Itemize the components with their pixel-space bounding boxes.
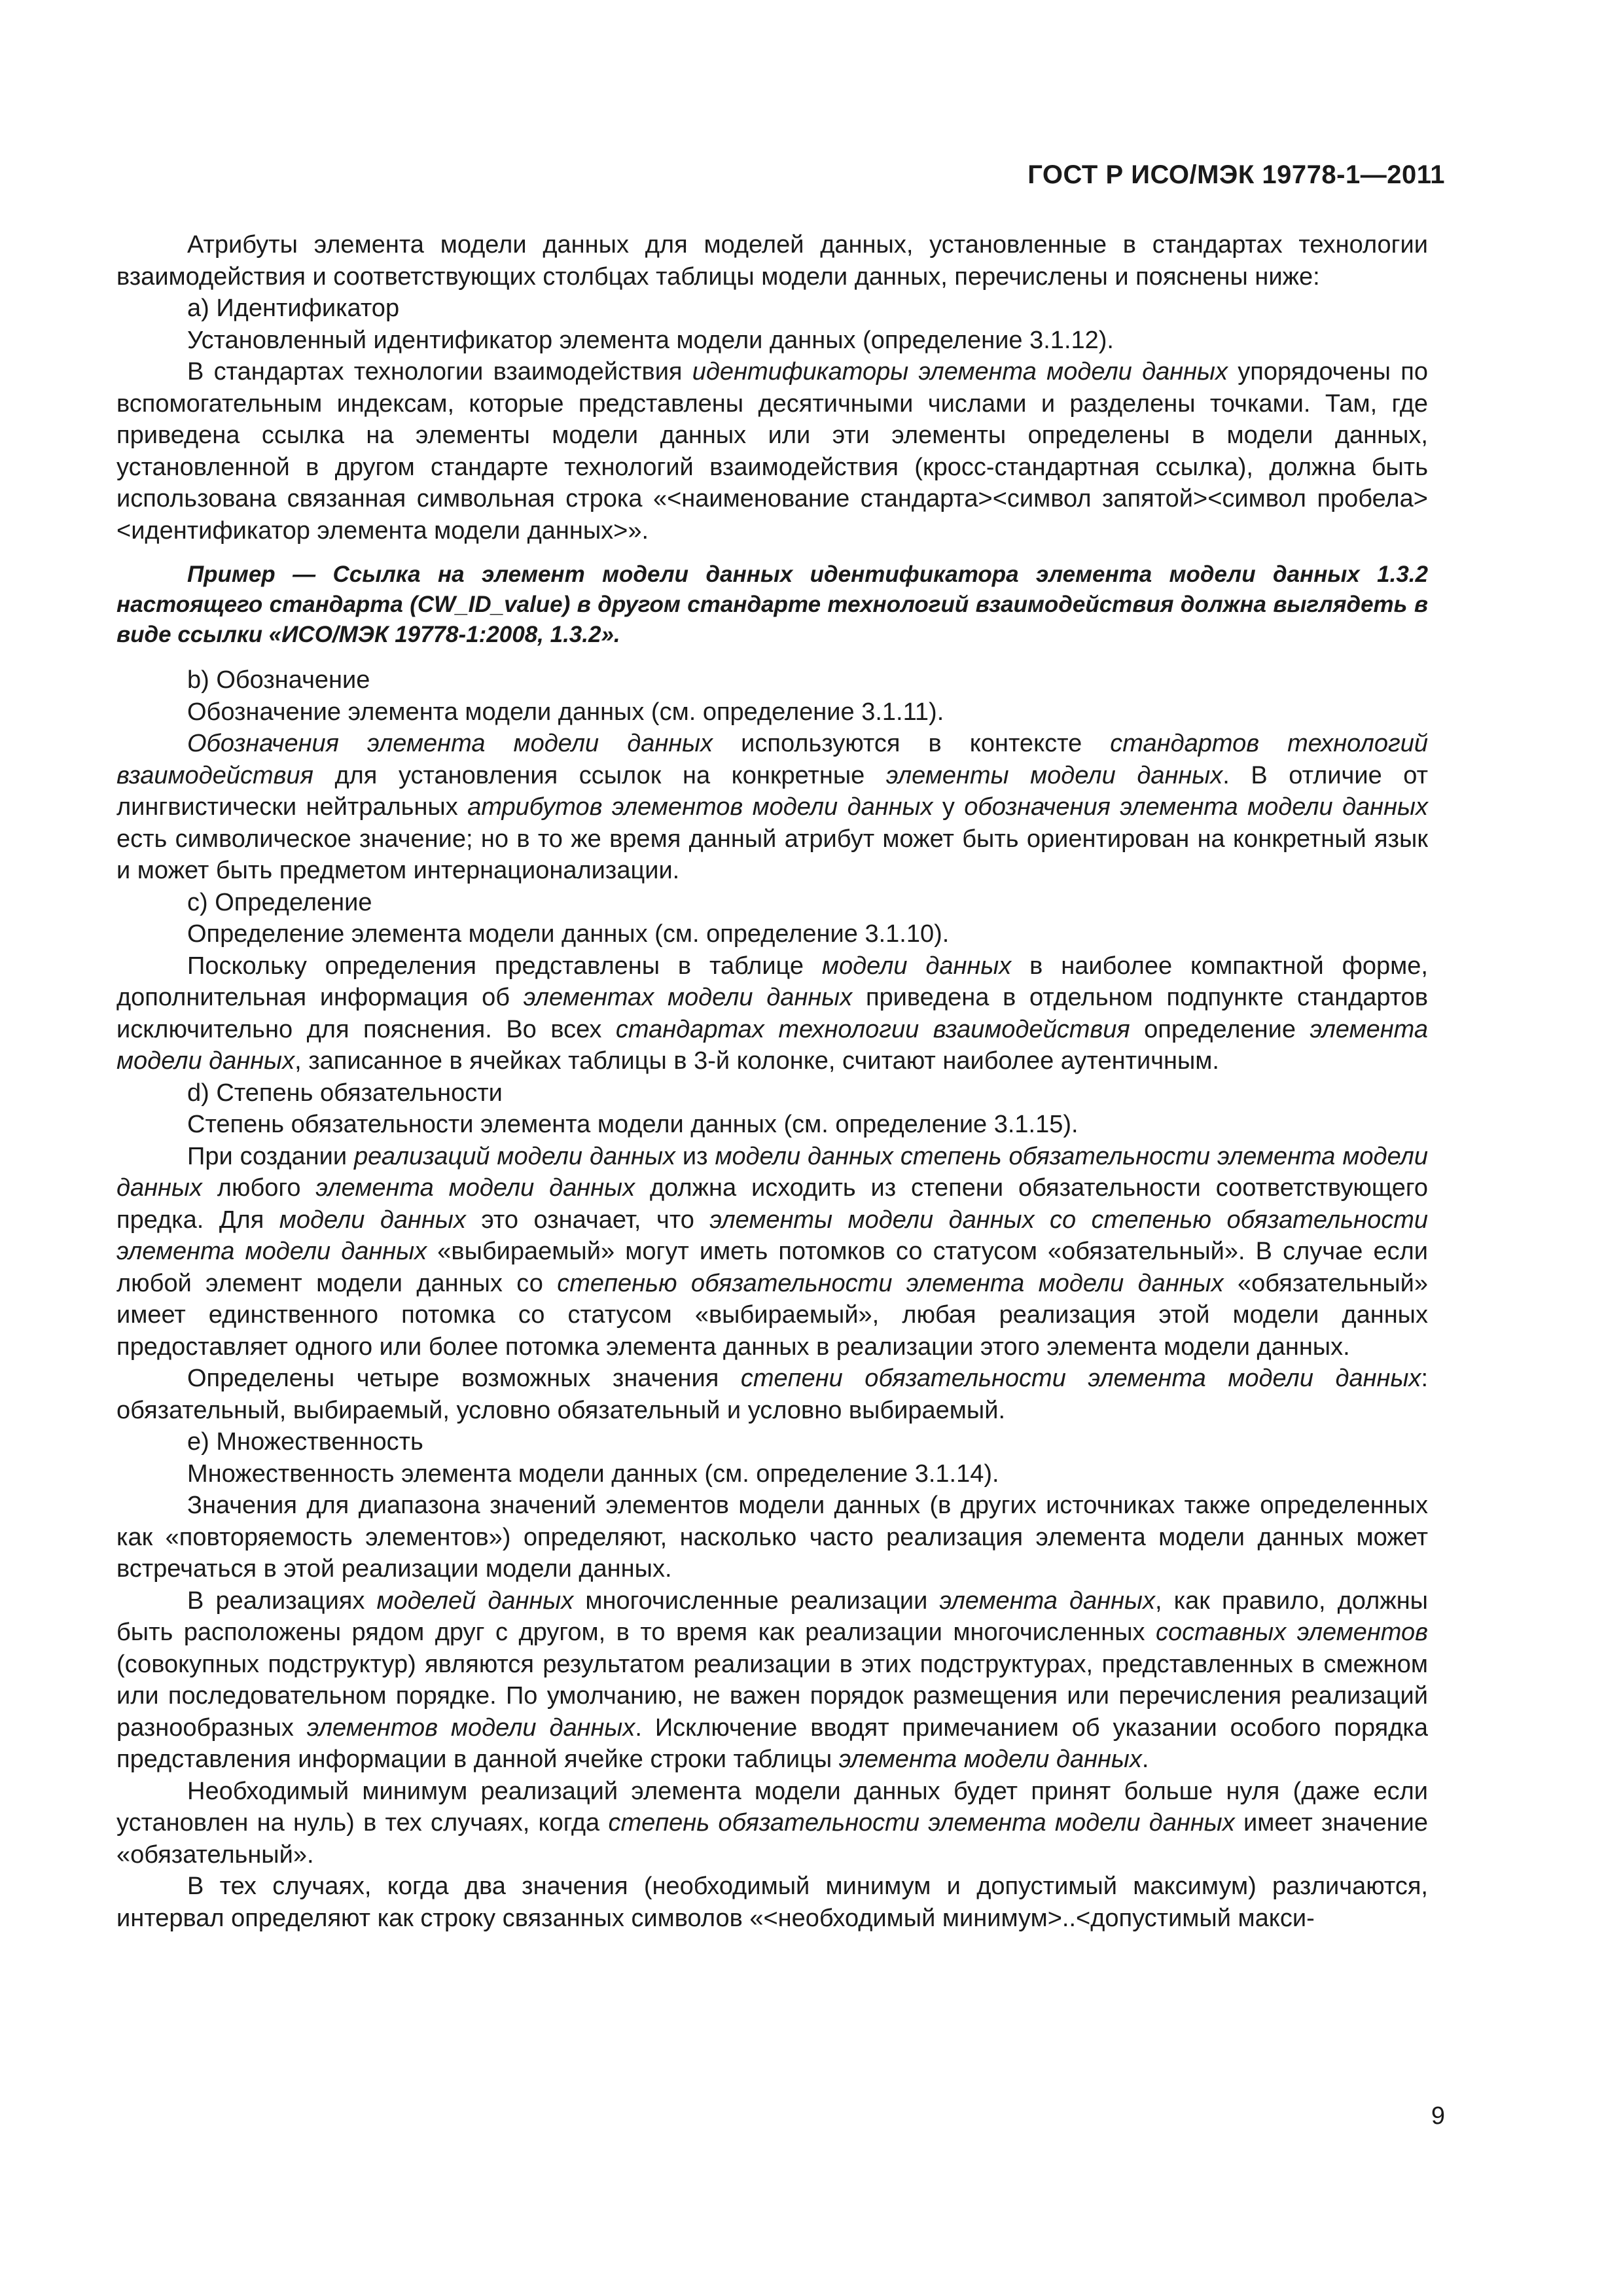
text-run: e) Множественность bbox=[187, 1428, 423, 1456]
text-run: упорядочены по вспомогательным индексам, которые представлены десятичными числами и разделены точками. Там, где приведена ссылка на элементы модели данных или эти элементы определены в модели данных, установленной в другом стандарте технологий взаимодействия (кросс-стандартная ссылка), должна быть использована связанная символьная строка «<наименование стандарта><символ запятой><символ пробела><идентификатор элемента модели данных>». bbox=[116, 358, 1428, 545]
text-run: Степень обязательности элемента модели данных (см. определение 3.1.15). bbox=[187, 1111, 1079, 1138]
italic-term: элемента модели данных bbox=[116, 1015, 1428, 1075]
italic-term: степенью обязательности элемента модели данных bbox=[557, 1269, 1224, 1297]
italic-term: атрибутов элементов модели данных bbox=[467, 793, 933, 821]
body-paragraph bbox=[116, 1458, 1428, 1490]
text-run: «обязательный» имеет единственного потомка со статусом «выбираемый», любая реализация этой модели данных предоставляет одного или более потомка элемента данных в реализации этого элемента модели данных. bbox=[116, 1269, 1428, 1361]
italic-term: элементах модели данных bbox=[523, 984, 853, 1011]
text-run: : обязательный, выбираемый, условно обязательный и условно выбираемый. bbox=[116, 1365, 1428, 1424]
body-paragraph bbox=[116, 1776, 1428, 1871]
text-run: имеет значение «обязательный». bbox=[116, 1809, 1428, 1869]
italic-term: составных элементов bbox=[1156, 1619, 1428, 1646]
italic-term: степень обязательности элемента модели данных bbox=[608, 1809, 1235, 1837]
text-run: многочисленные реализации bbox=[573, 1587, 940, 1615]
italic-term: элементы модели данных со степенью обязательности элемента модели данных bbox=[116, 1206, 1428, 1265]
text-run: d) Степень обязательности bbox=[187, 1079, 503, 1107]
text-run: в наиболее компактной форме, дополнительная информация об bbox=[116, 952, 1428, 1011]
italic-term: элемента модели данных bbox=[315, 1174, 635, 1202]
italic-term: реализаций модели данных bbox=[354, 1142, 675, 1170]
body-paragraph bbox=[116, 1585, 1428, 1776]
list-item-heading bbox=[116, 664, 1428, 696]
italic-term: модели данных степень обязательности элемента модели данных bbox=[116, 1142, 1428, 1202]
text-run: есть символическое значение; но в то же время данный атрибут может быть ориентирован на конкретный язык и может быть предметом интернационализации. bbox=[116, 825, 1428, 884]
document-body bbox=[116, 229, 1428, 1934]
body-paragraph bbox=[116, 1871, 1428, 1934]
italic-term: идентификаторы элемента модели данных bbox=[692, 358, 1228, 386]
text-run: . Исключение вводят примечанием об указании особого порядка представления информации в данной ячейке строки таблицы bbox=[116, 1713, 1428, 1773]
text-run: В стандартах технологии взаимодействия bbox=[187, 358, 692, 386]
italic-term: элементы модели данных bbox=[885, 761, 1223, 789]
body-paragraph bbox=[116, 1490, 1428, 1585]
text-run: . bbox=[1141, 1746, 1149, 1773]
example-paragraph bbox=[116, 560, 1428, 650]
text-run: , записанное в ячейках таблицы в 3-й колонке, считают наиболее аутентичным. bbox=[294, 1047, 1219, 1075]
body-paragraph bbox=[116, 229, 1428, 293]
italic-term: степени обязательности элемента модели данных bbox=[740, 1365, 1421, 1392]
text-run: это означает, что bbox=[465, 1206, 710, 1234]
body-paragraph bbox=[116, 728, 1428, 887]
italic-term: элемента данных bbox=[939, 1587, 1155, 1615]
italic-term: модели данных bbox=[821, 952, 1012, 980]
text-run: Необходимый минимум реализаций элемента модели данных будет принят больше нуля (даже если установлен на нуль) в тех случаях, когда bbox=[116, 1777, 1428, 1837]
text-run: b) Обозначение bbox=[187, 666, 370, 694]
body-paragraph bbox=[116, 1363, 1428, 1426]
text-run: должна исходить из степени обязательности соответствующего предка. Для bbox=[116, 1174, 1429, 1234]
text-run: из bbox=[675, 1142, 715, 1170]
body-paragraph bbox=[116, 696, 1428, 728]
text-run: Значения для диапазона значений элементов модели данных (в других источниках также определенных как «повторяемость элементов») определяют, насколько часто реализация элемента модели данных может встречаться в этой реализации модели данных. bbox=[116, 1492, 1428, 1583]
list-item-heading bbox=[116, 887, 1428, 919]
text-run: любого bbox=[202, 1174, 316, 1202]
italic-term: Обозначения элемента модели данных bbox=[187, 730, 713, 757]
body-paragraph bbox=[116, 356, 1428, 547]
page-number: 9 bbox=[1431, 2102, 1445, 2130]
text-run: определение bbox=[1130, 1015, 1310, 1043]
list-item-heading bbox=[116, 293, 1428, 325]
text-run: Пример — Ссылка на элемент модели данных идентификатора элемента модели данных 1.3.2 настоящего стандарта (CW_ID_value) в другом стандарте технологий взаимодействия должна выглядеть в виде ссылки «ИСО/МЭК 19778-1:2008, 1.3.2». bbox=[116, 562, 1428, 647]
text-run: Множественность элемента модели данных (см. определение 3.1.14). bbox=[187, 1460, 999, 1488]
list-item-heading bbox=[116, 1077, 1428, 1109]
text-run: приведена в отдельном подпункте стандартов исключительно для пояснения. Во всех bbox=[116, 984, 1429, 1043]
text-run: «выбираемый» могут иметь потомков со статусом «обязательный». В случае если любой элемент модели данных со bbox=[116, 1238, 1428, 1297]
body-paragraph bbox=[116, 950, 1428, 1077]
text-run: используются в контексте bbox=[713, 730, 1111, 757]
document-header: ГОСТ Р ИСО/МЭК 19778-1—2011 bbox=[1027, 160, 1445, 189]
text-run: В тех случаях, когда два значения (необходимый минимум и допустимый максимум) различаются, интервал определяют как строку связанных символов «<необходимый минимум>..<допустимый макси- bbox=[116, 1873, 1428, 1932]
italic-term: стандартов технологий взаимодействия bbox=[116, 730, 1428, 789]
text-run: для установления ссылок на конкретные bbox=[313, 761, 886, 789]
italic-term: элементов модели данных bbox=[306, 1713, 635, 1742]
italic-term: обозначения элемента модели данных bbox=[964, 793, 1428, 821]
text-run: , как правило, должны быть расположены рядом друг с другом, в то время как реализации многочисленных bbox=[116, 1587, 1428, 1646]
text-run: c) Определение bbox=[187, 888, 372, 916]
text-run: Установленный идентификатор элемента модели данных (определение 3.1.12). bbox=[187, 326, 1114, 354]
italic-term: модели данных bbox=[279, 1206, 466, 1234]
body-paragraph bbox=[116, 325, 1428, 357]
text-run: Обозначение элемента модели данных (см. определение 3.1.11). bbox=[187, 698, 944, 726]
italic-term: элемента модели данных bbox=[838, 1746, 1142, 1773]
text-run: a) Идентификатор bbox=[187, 295, 400, 322]
body-paragraph bbox=[116, 1141, 1428, 1363]
text-run: Поскольку определения представлены в таблице bbox=[187, 952, 822, 980]
list-item-heading bbox=[116, 1426, 1428, 1458]
body-paragraph bbox=[116, 1109, 1428, 1141]
text-run: (совокупных подструктур) являются результатом реализации в этих подструктурах, представленных в смежном или последовательном порядке. По умолчанию, не важен порядок размещения или перечисления реализаций разнообразных bbox=[116, 1650, 1428, 1742]
text-run: Атрибуты элемента модели данных для моделей данных, установленные в стандартах технологии взаимодействия и соответствующих столбцах таблицы модели данных, перечислены и пояснены ниже: bbox=[116, 231, 1428, 291]
text-run: Определены четыре возможных значения bbox=[187, 1365, 741, 1392]
text-run: При создании bbox=[187, 1142, 355, 1170]
text-run: В реализациях bbox=[187, 1587, 377, 1615]
body-paragraph bbox=[116, 918, 1428, 950]
italic-term: моделей данных bbox=[376, 1587, 574, 1615]
text-run: . В отличие от лингвистически нейтральных bbox=[116, 761, 1428, 821]
italic-term: стандартах технологии взаимодействия bbox=[615, 1015, 1130, 1043]
text-run: Определение элемента модели данных (см. определение 3.1.10). bbox=[187, 920, 950, 948]
text-run: у bbox=[933, 793, 965, 821]
